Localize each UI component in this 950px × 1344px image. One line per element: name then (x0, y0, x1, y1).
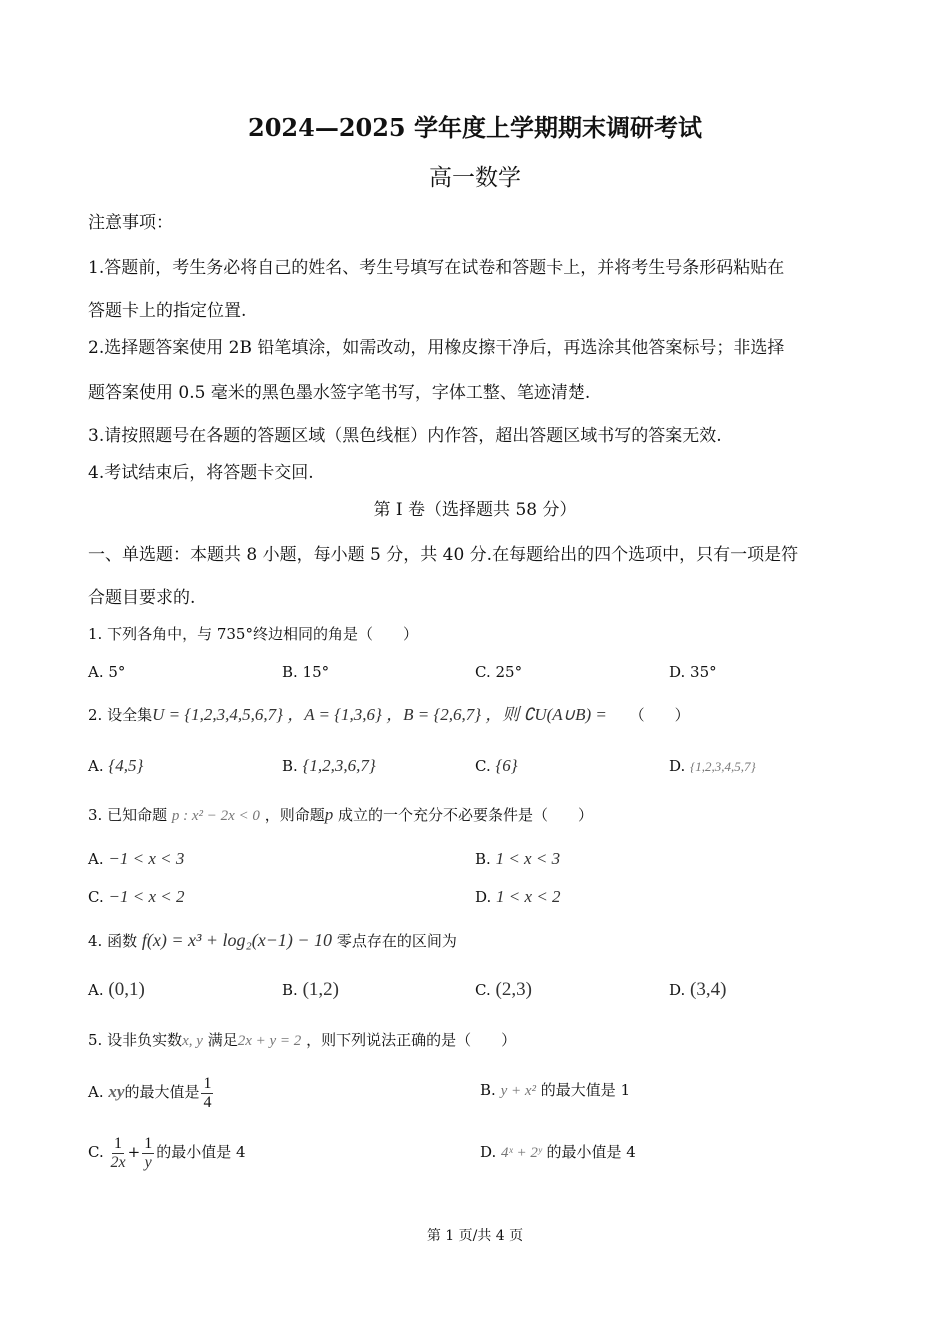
section-intro: 一、单选题：本题共 8 小题，每小题 5 分，共 40 分.在每题给出的四个选项中，只有一项是符 (88, 545, 799, 565)
option-label: B. (475, 850, 491, 868)
notice-line: 1.答题前，考生务必将自己的姓名、考生号填写在试卷和答题卡上，并将考生号条形码粘贴在 (88, 258, 785, 278)
stem-text: 4. 函数 (88, 932, 138, 950)
q2-option-d (669, 754, 756, 779)
option-label: D. (475, 888, 492, 906)
option-label: A. (88, 850, 104, 868)
stem-text: ，则命题 (264, 806, 325, 824)
option-label: C. (475, 757, 491, 775)
q5-option-c (88, 1132, 246, 1172)
section-intro: 合题目要求的. (88, 588, 196, 608)
fraction (201, 1075, 213, 1112)
fraction (111, 1135, 126, 1172)
subject-title: 高一数学 (429, 165, 521, 191)
q5-option-d (480, 1140, 636, 1165)
numerator: 1 (203, 1074, 212, 1092)
stem-text: 5. 设非负实数 (88, 1031, 183, 1049)
stem-math: 2x + y = 2 (237, 1033, 302, 1049)
q4-option-a (88, 978, 145, 1002)
numerator: 1 (144, 1134, 153, 1152)
option-math: {1,2,3,4,5,7} (690, 759, 756, 774)
q4-option-b (282, 978, 339, 1002)
option-label: B. (282, 757, 298, 775)
option-math: −1 < x < 3 (108, 849, 185, 868)
stem-text: （ ） (629, 706, 690, 724)
question-4-stem (88, 928, 457, 953)
q3-option-c (88, 885, 184, 909)
option-math: 1 < x < 3 (495, 849, 561, 868)
option-text: 的最小值是 4 (546, 1143, 636, 1161)
stem-math: p : x² − 2x < 0 (171, 808, 260, 824)
option-math: −1 < x < 2 (108, 887, 185, 906)
notice-line: 题答案使用 0.5 毫米的黑色墨水签字笔书写，字体工整、笔迹清楚. (88, 383, 591, 403)
option-label: D. (669, 981, 686, 999)
stem-text: 成立的一个充分不必要条件是（ ） (338, 806, 594, 824)
option-text: 的最小值是 4 (156, 1143, 246, 1161)
q1-option-d: D. 35° (669, 663, 717, 681)
stem-text: ，则下列说法正确的是（ ） (306, 1031, 517, 1049)
question-2-stem (88, 703, 690, 727)
option-label: C. (88, 1143, 104, 1161)
q1-option-c: C. 25° (475, 663, 523, 681)
option-math: (3,4) (690, 979, 727, 1000)
q2-option-b (282, 754, 376, 778)
option-math: 4ˣ + 2ʸ (501, 1145, 542, 1161)
q3-option-b (475, 847, 560, 871)
q2-option-a (88, 754, 143, 778)
numerator: 1 (114, 1134, 123, 1152)
question-3-stem (88, 803, 593, 828)
notice-line: 4.考试结束后，将答题卡交回. (88, 463, 314, 483)
q4-option-d (669, 978, 726, 1002)
page-footer: 第 1 页/共 4 页 (426, 1228, 524, 1244)
stem-text: 零点存在的区间为 (336, 932, 457, 950)
q2-option-c (475, 754, 518, 778)
section-title: 第 I 卷（选择题共 58 分） (373, 500, 577, 520)
option-label: B. (480, 1081, 496, 1099)
denominator: 2x (110, 1153, 126, 1171)
plus-sign: + (127, 1143, 141, 1161)
stem-text: 3. 已知命题 (88, 806, 168, 824)
denominator: y (144, 1153, 152, 1171)
question-5-stem (88, 1028, 516, 1053)
option-label: D. (480, 1143, 497, 1161)
q5-option-b (480, 1078, 630, 1103)
fraction (142, 1135, 154, 1172)
notice-line: 2.选择题答案使用 2B 铅笔填涂，如需改动，用橡皮擦干净后，再选涂其他答案标号；非选择 (88, 338, 785, 358)
option-label: A. (88, 981, 104, 999)
option-math: xy (108, 1082, 125, 1101)
option-math: 1 < x < 2 (496, 887, 561, 906)
stem-math: U = {1,2,3,4,5,6,7} ，A = {1,3,6} ，B = {2,6,7} ，则 ∁U(A∪B) = (152, 705, 607, 724)
option-math: (1,2) (302, 979, 339, 1000)
notice-line: 答题卡上的指定位置. (88, 301, 247, 321)
option-label: C. (88, 888, 104, 906)
q3-option-a (88, 847, 184, 871)
option-math: (2,3) (495, 979, 532, 1000)
question-1-stem: 1. 下列各角中，与 735°终边相同的角是（ ） (88, 625, 418, 643)
notice-heading: 注意事项： (88, 213, 173, 233)
stem-text: 2. 设全集 (88, 706, 153, 724)
q3-option-d (475, 885, 561, 909)
stem-math: x, y (182, 1033, 203, 1049)
q4-option-c (475, 978, 532, 1002)
option-text: 的最大值是 1 (540, 1081, 631, 1099)
option-math: {1,2,3,6,7} (302, 756, 376, 775)
option-label: C. (475, 981, 491, 999)
option-math: y + x² (500, 1083, 537, 1099)
notice-line: 3.请按照题号在各题的答题区域（黑色线框）内作答，超出答题区域书写的答案无效. (88, 426, 722, 446)
stem-math: f(x) = x³ + log₂(x−1) − 10 (141, 930, 333, 950)
option-math: {4,5} (108, 756, 144, 775)
option-label: A. (88, 757, 104, 775)
stem-math: p (324, 805, 334, 824)
option-math: (0,1) (108, 979, 145, 1000)
exam-title: 2024—2025 学年度上学期期末调研考试 (248, 113, 702, 142)
option-label: D. (669, 757, 686, 775)
option-text: 的最大值是 (124, 1083, 200, 1101)
option-math: {6} (495, 756, 518, 775)
stem-text: 满足 (207, 1031, 238, 1049)
q1-option-a: A. 5° (88, 663, 126, 681)
option-label: A. (88, 1083, 104, 1101)
q1-option-b: B. 15° (282, 663, 330, 681)
q5-option-a (88, 1072, 215, 1112)
option-label: B. (282, 981, 298, 999)
denominator: 4 (203, 1093, 212, 1111)
